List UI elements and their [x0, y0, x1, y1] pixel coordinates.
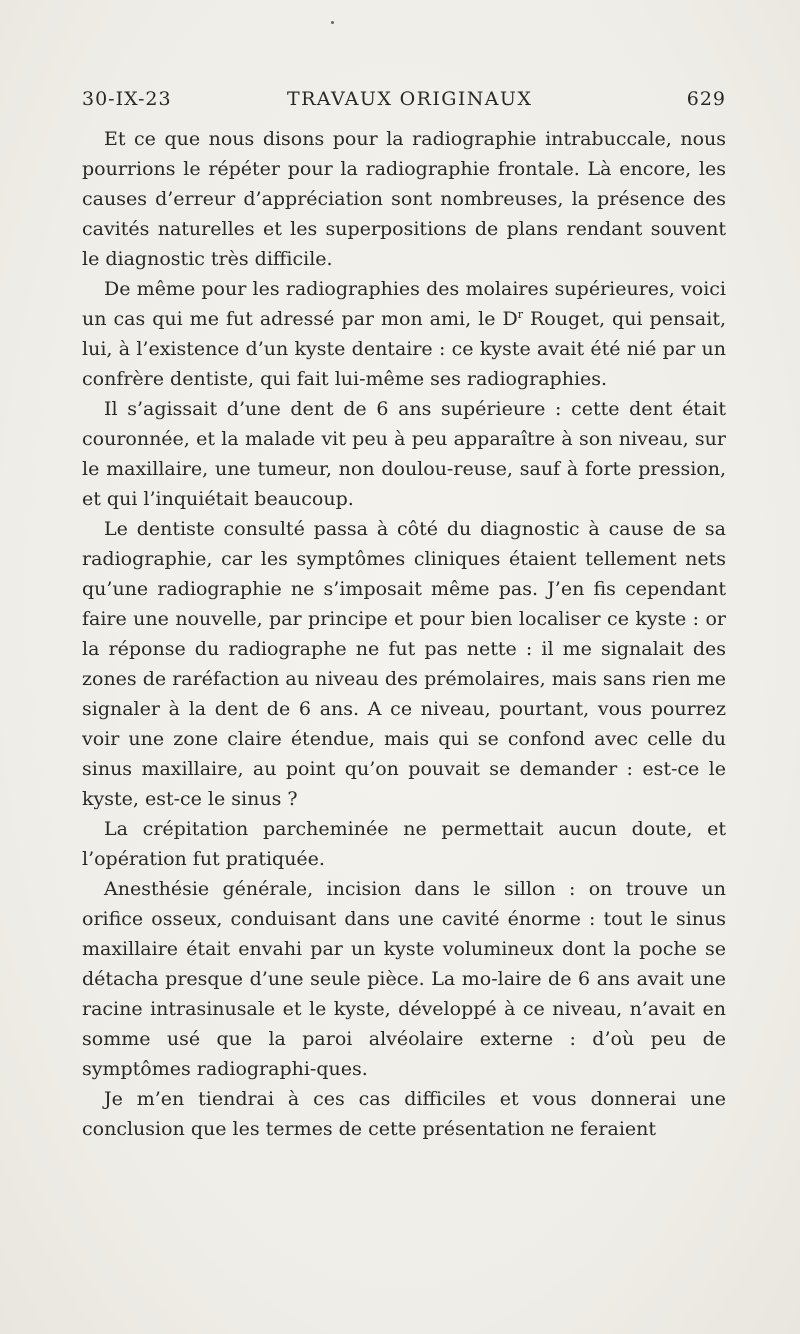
- body-text: [82, 124, 726, 1144]
- header-date: 30-IX-23: [82, 88, 172, 110]
- paragraph-7: Je m’en tiendrai à ces cas difficiles et vous donnerai une conclusion que les termes de cette présentation ne feraient: [82, 1088, 726, 1140]
- paragraph-3: Il s’agissait d’une dent de 6 ans supérieure : cette dent était couronnée, et la malade vit peu à peu apparaître à son niveau, sur le maxillaire, une tumeur, non doulou-reuse, sauf à forte pression, et qui l’inquiétait beaucoup.: [82, 398, 726, 510]
- paragraph-2: [82, 274, 726, 394]
- page-number: 629: [686, 88, 726, 110]
- paragraph-2-part-1: De même pour les radiographies des molaires supérieures, voici un cas qui me fut adressé par mon ami, le D: [82, 278, 726, 330]
- header-title: TRAVAUX ORIGINAUX: [287, 88, 533, 110]
- doctor-superscript: r: [517, 308, 523, 321]
- paragraph-1: Et ce que nous disons pour la radiographie intrabuccale, nous pourrions le répéter pour la radiographie frontale. Là encore, les causes d’erreur d’appréciation sont nombreuses, la présence des cavités naturelles et les superpositions de plans rendant souvent le diagnostic très difficile.: [82, 128, 726, 270]
- paper-speck: [331, 21, 334, 24]
- paragraph-4: Le dentiste consulté passa à côté du diagnostic à cause de sa radiographie, car les symptômes cliniques étaient tellement nets qu’une radiographie ne s’imposait même pas. J’en fis cependant faire une nouvelle, par principe et pour bien localiser ce kyste : or la réponse du radiographe ne fut pas nette : il me signalait des zones de raréfaction au niveau des prémolaires, mais sans rien me signaler à la dent de 6 ans. A ce niveau, pourtant, vous pourrez voir une zone claire étendue, mais qui se confond avec celle du sinus maxillaire, au point qu’on pouvait se demander : est-ce le kyste, est-ce le sinus ?: [82, 518, 726, 810]
- paragraph-5: La crépitation parcheminée ne permettait aucun doute, et l’opération fut pratiquée.: [82, 818, 726, 870]
- paragraph-2-part-2: Rouget, qui pensait, lui, à l’existence d’un kyste dentaire : ce kyste avait été nié par un confrère dentiste, qui fait lui-même ses radiographies.: [82, 308, 726, 390]
- running-header: [82, 88, 726, 118]
- paragraph-6: Anesthésie générale, incision dans le sillon : on trouve un orifice osseux, conduisant dans une cavité énorme : tout le sinus maxillaire était envahi par un kyste volumineux dont la poche se détacha presque d’une seule pièce. La mo-laire de 6 ans avait une racine intrasinusale et le kyste, développé à ce niveau, n’avait en somme usé que la paroi alvéolaire externe : d’où peu de symptômes radiographi-ques.: [82, 878, 726, 1080]
